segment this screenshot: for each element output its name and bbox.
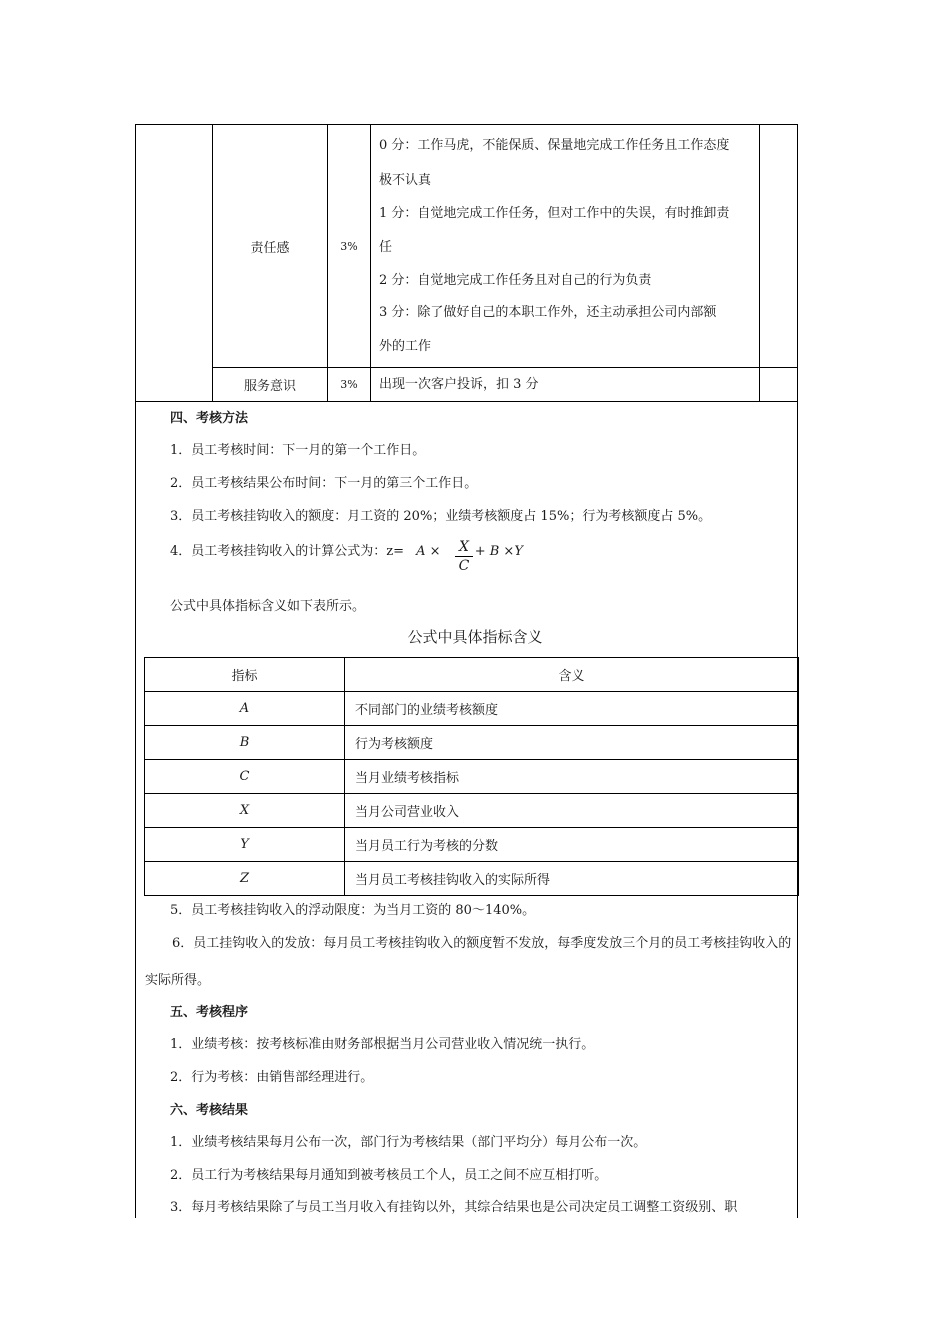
indicator-meaning: 当月员工行为考核的分数 xyxy=(345,828,799,862)
indicator-table xyxy=(144,657,799,896)
indicator-symbol: A xyxy=(145,692,345,726)
criterion-weight: 3% xyxy=(328,125,371,368)
paragraph: 1．员工考核时间：下一月的第一个工作日。 xyxy=(170,443,426,458)
indicator-symbol: Z xyxy=(145,862,345,896)
indicator-symbol: B xyxy=(145,726,345,760)
paragraph: 1．业绩考核：按考核标准由财务部根据当月公司营业收入情况统一执行。 xyxy=(170,1037,595,1052)
score-cell xyxy=(760,368,798,402)
table-row xyxy=(136,368,798,402)
description-line: 极不认真 xyxy=(379,173,432,188)
table-header-row xyxy=(145,658,799,692)
indicator-meaning: 当月业绩考核指标 xyxy=(345,760,799,794)
description-line: 1 分：自觉地完成工作任务，但对工作中的失误，有时推卸责 xyxy=(379,206,730,221)
table-row xyxy=(145,828,799,862)
paragraph: 2．行为考核：由销售部经理进行。 xyxy=(170,1070,374,1085)
table-row xyxy=(145,692,799,726)
indicator-meaning: 不同部门的业绩考核额度 xyxy=(345,692,799,726)
paragraph: 3．员工考核挂钩收入的额度：月工资的 20%；业绩考核额度占 15%；行为考核额度占 5%。 xyxy=(170,509,712,524)
section-heading: 五、考核程序 xyxy=(170,1005,249,1020)
paragraph: 3．每月考核结果除了与员工当月收入有挂钩以外，其综合结果也是公司决定员工调整工资级别、职 xyxy=(170,1200,738,1215)
paragraph: 6．员工挂钩收入的发放：每月员工考核挂钩收入的额度暂不发放，每季度发放三个月的员工考核挂钩收入的实际所得。 xyxy=(145,936,792,988)
formula-term-rest: + B ×Y xyxy=(474,544,523,559)
fraction-denominator: C xyxy=(458,558,470,574)
paragraph: 2．员工行为考核结果每月通知到被考核员工个人，员工之间不应互相打听。 xyxy=(170,1168,608,1183)
column-header: 含义 xyxy=(345,658,799,692)
category-cell xyxy=(136,125,213,402)
criterion-description: 出现一次客户投诉，扣 3 分 xyxy=(371,368,760,402)
criterion-name: 责任感 xyxy=(213,125,328,368)
description-line: 0 分：工作马虎，不能保质、保量地完成工作任务且工作态度 xyxy=(379,138,730,153)
formula-term-a: A × xyxy=(416,544,441,559)
criterion-description xyxy=(371,125,760,368)
paragraph: 1．业绩考核结果每月公布一次，部门行为考核结果（部门平均分）每月公布一次。 xyxy=(170,1135,647,1150)
description-line: 2 分：自觉地完成工作任务且对自己的行为负责 xyxy=(379,273,652,288)
score-cell xyxy=(760,125,798,368)
indicator-meaning: 当月公司营业收入 xyxy=(345,794,799,828)
indicator-symbol: X xyxy=(145,794,345,828)
table-row xyxy=(145,760,799,794)
paragraph: 5．员工考核挂钩收入的浮动限度：为当月工资的 80～140%。 xyxy=(170,903,536,918)
table-row xyxy=(145,726,799,760)
section-heading: 六、考核结果 xyxy=(170,1103,249,1118)
paragraph: 2．员工考核结果公布时间：下一月的第三个工作日。 xyxy=(170,476,478,491)
table-row xyxy=(136,125,798,368)
indicator-symbol: C xyxy=(145,760,345,794)
column-header: 指标 xyxy=(145,658,345,692)
indicator-meaning: 行为考核额度 xyxy=(345,726,799,760)
evaluation-criteria-table xyxy=(135,124,798,402)
paragraph: 公式中具体指标含义如下表所示。 xyxy=(170,599,366,614)
formula-label: 4．员工考核挂钩收入的计算公式为：z= xyxy=(170,544,405,559)
description-line: 3 分：除了做好自己的本职工作外，还主动承担公司内部额 xyxy=(379,305,717,320)
table-caption: 公式中具体指标含义 xyxy=(407,628,543,646)
indicator-meaning: 当月员工考核挂钩收入的实际所得 xyxy=(345,862,799,896)
fraction-numerator: X xyxy=(459,539,469,555)
criterion-name: 服务意识 xyxy=(213,368,328,402)
table-row xyxy=(145,862,799,896)
section-heading: 四、考核方法 xyxy=(170,411,249,426)
table-row xyxy=(145,794,799,828)
formula-fraction xyxy=(455,539,473,574)
criterion-weight: 3% xyxy=(328,368,371,402)
description-line: 外的工作 xyxy=(379,339,432,354)
indicator-symbol: Y xyxy=(145,828,345,862)
description-line: 任 xyxy=(379,240,393,255)
fraction-bar xyxy=(455,556,473,557)
